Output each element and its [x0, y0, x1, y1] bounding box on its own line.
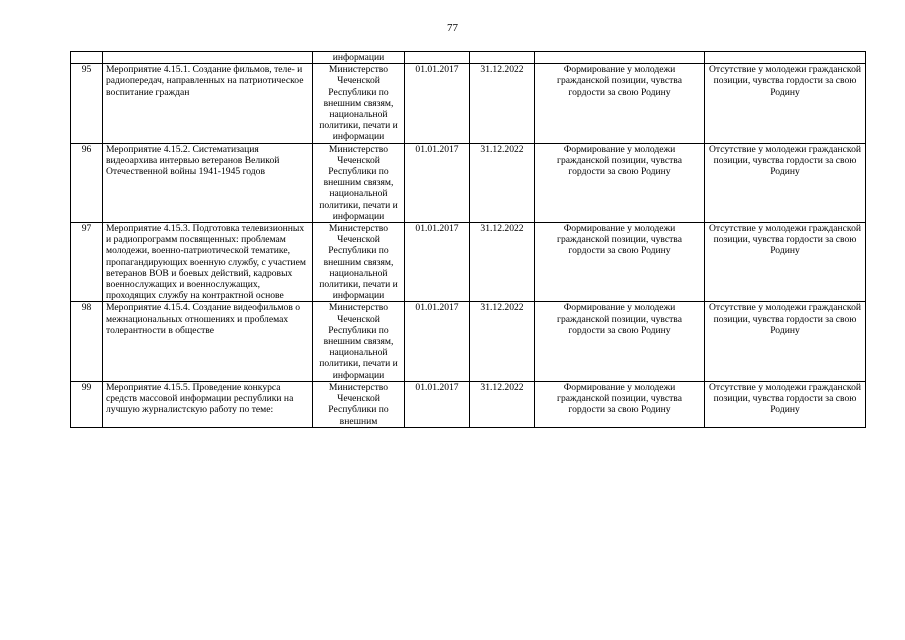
cell-consequence: Отсутствие у молодежи гражданской позиции, чувства гордости за свою Родину: [705, 302, 866, 381]
cell-event: Мероприятие 4.15.3. Подготовка телевизионных и радиопрограмм посвященных: проблемам молодежи, военно-патриотической тематике, пропагандирующих военную службу, с участием ветеранов ВОВ и боевых действий, кадровых военнослужащих и военнослужащих, проходящих службу на контрактной основе: [103, 223, 313, 302]
page-number: 77: [447, 22, 458, 34]
cell-consequence: Отсутствие у молодежи гражданской позиции, чувства гордости за свою Родину: [705, 223, 866, 302]
cell-num: 96: [71, 143, 103, 222]
cell-start: 01.01.2017: [405, 143, 470, 222]
cell-end: 31.12.2022: [470, 143, 535, 222]
cell-end: 31.12.2022: [470, 302, 535, 381]
cell-consequence: Отсутствие у молодежи гражданской позиции, чувства гордости за свою Родину: [705, 143, 866, 222]
cell-result: [535, 52, 705, 64]
program-table: [70, 51, 866, 428]
table-row: [71, 143, 866, 222]
table-body: [71, 52, 866, 428]
cell-consequence: [705, 52, 866, 64]
cell-responsible: Министерство Чеченской Республики по внешним связям, национальной политики, печати и информации: [313, 64, 405, 143]
cell-num: 97: [71, 223, 103, 302]
cell-result: Формирование у молодежи гражданской позиции, чувства гордости за свою Родину: [535, 143, 705, 222]
cell-start: 01.01.2017: [405, 64, 470, 143]
cell-responsible: Министерство Чеченской Республики по внешним связям, национальной политики, печати и информации: [313, 143, 405, 222]
cell-result: Формирование у молодежи гражданской позиции, чувства гордости за свою Родину: [535, 302, 705, 381]
cell-num: 99: [71, 381, 103, 427]
cell-end: 31.12.2022: [470, 223, 535, 302]
table-row-continuation: [71, 52, 866, 64]
cell-num: 95: [71, 64, 103, 143]
cell-result: Формирование у молодежи гражданской позиции, чувства гордости за свою Родину: [535, 223, 705, 302]
cell-responsible: Министерство Чеченской Республики по внешним связям, национальной политики, печати и информации: [313, 223, 405, 302]
cell-consequence: Отсутствие у молодежи гражданской позиции, чувства гордости за свою Родину: [705, 64, 866, 143]
cell-start: 01.01.2017: [405, 302, 470, 381]
cell-num: [71, 52, 103, 64]
cell-responsible: информации: [313, 52, 405, 64]
cell-responsible: Министерство Чеченской Республики по внешним: [313, 381, 405, 427]
cell-responsible: Министерство Чеченской Республики по внешним связям, национальной политики, печати и информации: [313, 302, 405, 381]
cell-end: 31.12.2022: [470, 381, 535, 427]
cell-start: 01.01.2017: [405, 223, 470, 302]
cell-end: [470, 52, 535, 64]
cell-event: Мероприятие 4.15.2. Систематизация видеоархива интервью ветеранов Великой Отечественной войны 1941-1945 годов: [103, 143, 313, 222]
cell-result: Формирование у молодежи гражданской позиции, чувства гордости за свою Родину: [535, 64, 705, 143]
cell-event: Мероприятие 4.15.5. Проведение конкурса средств массовой информации республики на лучшую журналистскую работу по теме:: [103, 381, 313, 427]
cell-event: Мероприятие 4.15.4. Создание видеофильмов о межнациональных отношениях и проблемах толерантности в обществе: [103, 302, 313, 381]
cell-num: 98: [71, 302, 103, 381]
table-row: [71, 302, 866, 381]
table-row: [71, 381, 866, 427]
cell-consequence: Отсутствие у молодежи гражданской позиции, чувства гордости за свою Родину: [705, 381, 866, 427]
cell-start: 01.01.2017: [405, 381, 470, 427]
cell-event: Мероприятие 4.15.1. Создание фильмов, теле- и радиопередач, направленных на патриотическое воспитание граждан: [103, 64, 313, 143]
table-row: [71, 223, 866, 302]
cell-event: [103, 52, 313, 64]
table-row: [71, 64, 866, 143]
cell-result: Формирование у молодежи гражданской позиции, чувства гордости за свою Родину: [535, 381, 705, 427]
cell-end: 31.12.2022: [470, 64, 535, 143]
cell-start: [405, 52, 470, 64]
